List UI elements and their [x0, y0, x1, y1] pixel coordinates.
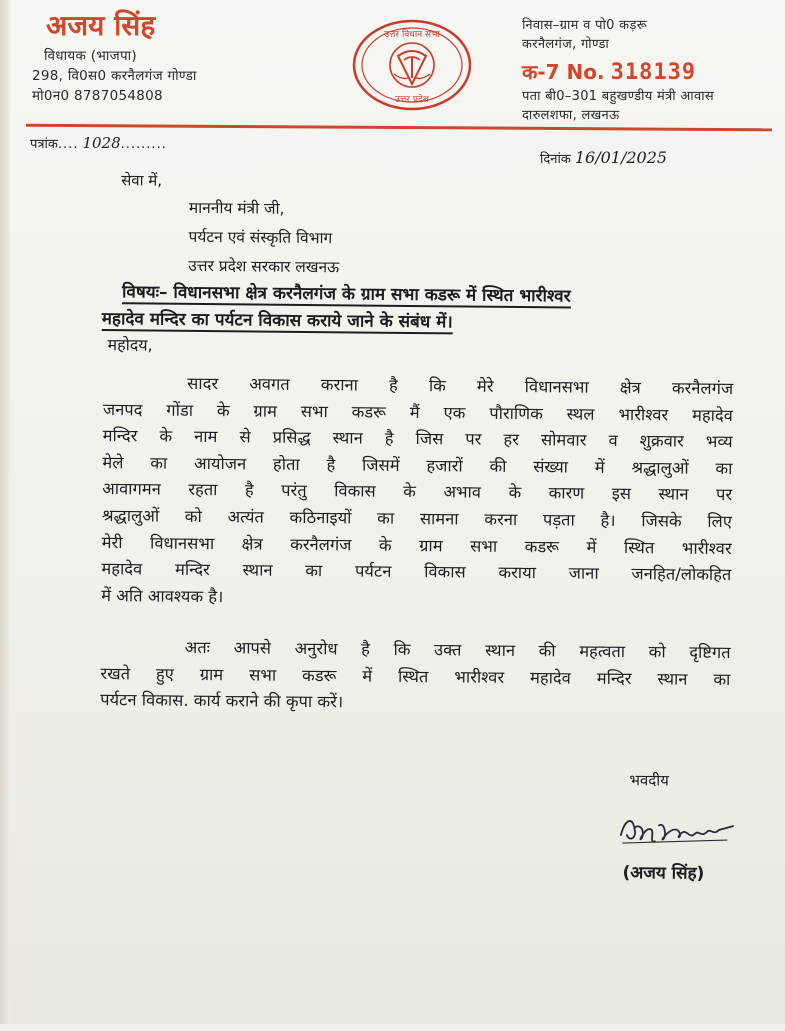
subject [101, 279, 732, 339]
letterhead-address-2: दारुलशफा, लखनऊ [522, 108, 620, 123]
dinank-label: दिनांक [540, 152, 571, 167]
reference-number-value: 318139 [610, 60, 697, 85]
patrank-label: पत्रांक [30, 137, 58, 152]
paragraph-1-line: मेले का आयोजन होता है जिसमें हजारों की संख्या में श्रद्धालुओं का [102, 452, 733, 478]
signatory-name: (अजय सिंह) [622, 863, 705, 884]
letterhead-residence: निवास–ग्राम व पो0 कड़रू [522, 18, 648, 33]
letterhead-designation: विधायक (भाजपा) [44, 48, 137, 64]
paragraph-2-line: पर्यटन विकास. कार्य कराने की कृपा करें। [100, 690, 344, 712]
paragraph-1-line: श्रद्धालुओं को अत्यंत कठिनाइयों का सामना करना पड़ता है। जिसके लिए [101, 505, 732, 532]
letterhead-constituency: 298, वि0स0 करनैलगंज गोण्डा [32, 68, 197, 84]
dinank-value: 16/01/2025 [574, 148, 668, 167]
paragraph-1-line: जनपद गोंडा के ग्राम सभा कडरू मैं एक पौराणिक स्थल भारीश्वर महादेव [102, 399, 734, 425]
patrank: पत्रांक.... 1028......... [30, 134, 167, 152]
paragraph-1-line: महादेव मन्दिर स्थान का पर्यटन विकास कराया जाना जनहित/लोकहित [101, 559, 732, 585]
subject-line-1: विषयः– विधानसभा क्षेत्र करनैलगंज के ग्राम सभा कडरू में स्थित भारीश्वर [121, 282, 571, 307]
closing: भवदीय [629, 771, 669, 790]
recipient-line-3: उत्तर प्रदेश सरकार लखनऊ [188, 256, 340, 277]
paragraph-1-line: आवागमन रहता है परंतु विकास के अभाव के कारण इस स्थान पर [102, 479, 733, 505]
paragraph-1-line: मेरी विधानसभा क्षेत्र करनैलगंज के ग्राम सभा कडरू में स्थित भारीश्वर [101, 532, 732, 558]
seal-text-top: उत्तर विधान सभा [384, 30, 440, 40]
seal-text-bottom: उत्तर प्रदेश [395, 95, 429, 105]
paragraph-1-line: सादर अवगत कराना है कि मेरे विधानसभा क्षेत्र करनैलगंज [187, 373, 734, 399]
paragraph-1-line: में अति आवश्यक है। [101, 585, 224, 606]
patrank-value: 1028 [82, 134, 121, 152]
paragraph-2-line: अतः आपसे अनुरोध है कि उक्त स्थान की महत्वता को दृष्टिगत [184, 637, 731, 663]
paragraph-2-line: रखते हुए ग्राम सभा कडरू में स्थित भारीश्वर महादेव मन्दिर स्थान का [100, 663, 731, 689]
subject-line-2: महादेव मन्दिर का पर्यटन विकास कराये जाने के संबंध में। [101, 309, 453, 333]
recipient-line-2: पर्यटन एवं संस्कृति विभाग [188, 227, 333, 248]
reference-prefix: क-7 No. [522, 60, 605, 84]
letterhead-phone: मो0न0 8787054808 [32, 88, 163, 104]
salutation: सेवा में, [121, 171, 163, 190]
paragraph-1-line: मन्दिर के नाम से प्रसिद्ध स्थान है जिस पर हर सोमवार व शुक्रवार भव्य [102, 426, 733, 452]
letterhead-name: अजय सिंह [46, 9, 156, 42]
paragraph-2 [100, 634, 731, 720]
recipient-line-1: माननीय मंत्री जी, [188, 198, 285, 218]
greeting: महोदय, [107, 335, 153, 355]
handwritten-signature [615, 805, 745, 850]
letterhead-residence-town: करनैलगंज, गोण्डा [522, 37, 610, 52]
paragraph-1 [101, 370, 733, 615]
letterhead-address-1: पता बी0–301 बहुखण्डीय मंत्री आवास [522, 89, 714, 104]
